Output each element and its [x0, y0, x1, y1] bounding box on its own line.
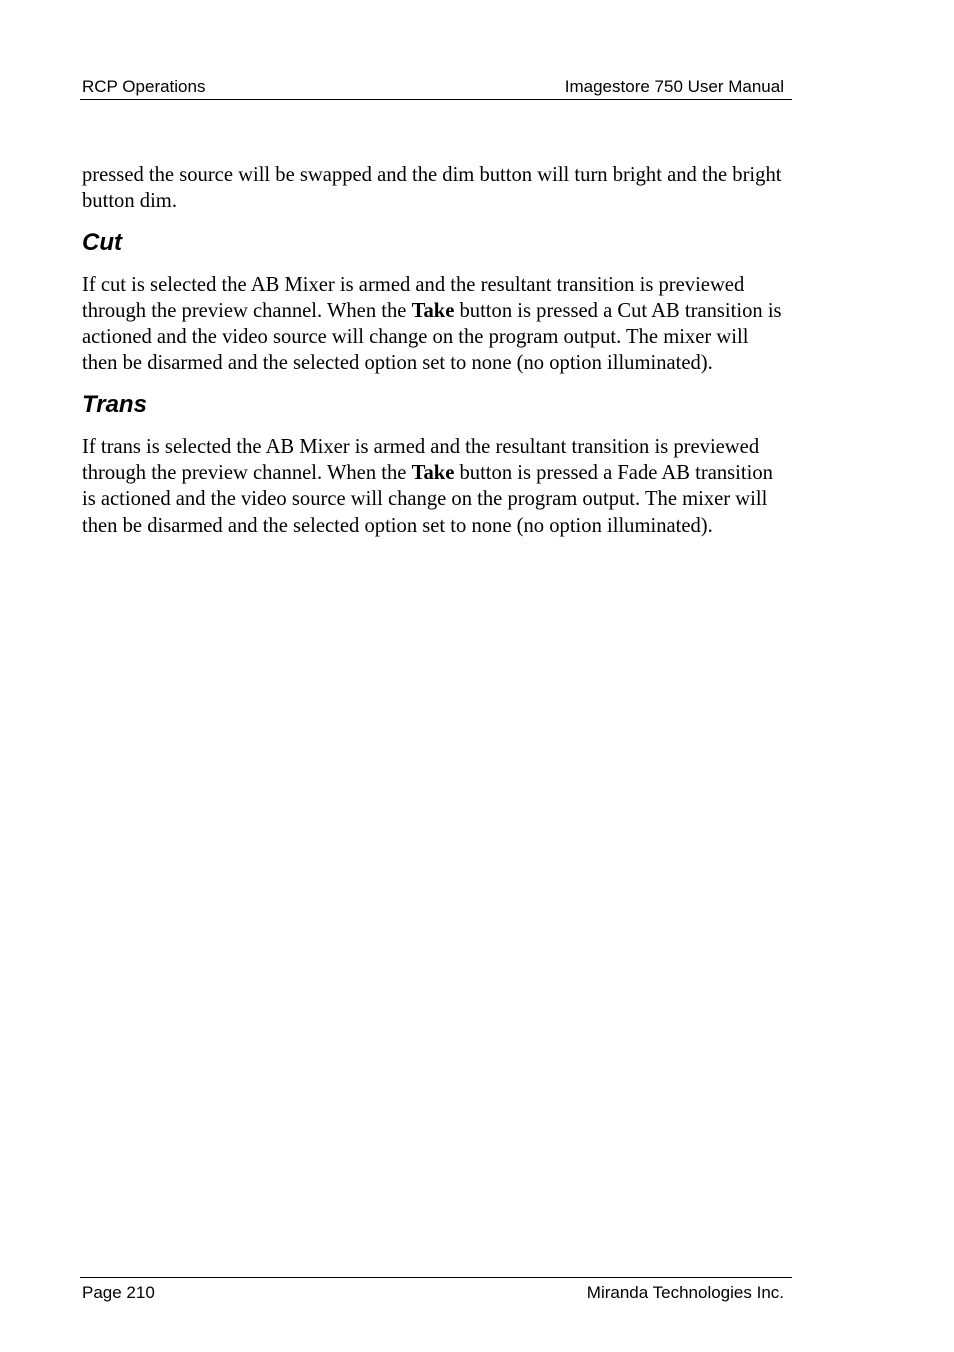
header-section-title: RCP Operations	[82, 77, 206, 96]
cut-text-before: If cut is selected the AB Mixer is armed and the resultant transition is previewed through the preview channel. When the	[82, 273, 745, 322]
header-manual-title: Imagestore 750 User Manual	[564, 77, 784, 96]
footer-company: Miranda Technologies Inc.	[586, 1283, 784, 1302]
trans-text-after: button is pressed a Fade AB transition is actioned and the video source will change on the program output. The mixer will then be disarmed and the selected option set to none (no option illuminated).	[82, 462, 773, 537]
cut-paragraph	[82, 272, 782, 377]
trans-text-before: If trans is selected the AB Mixer is armed and the resultant transition is previewed through the preview channel. When the	[82, 435, 760, 485]
page-content	[82, 162, 782, 539]
page-footer	[80, 1277, 792, 1302]
page-header	[80, 76, 792, 100]
section-heading-trans: Trans	[82, 390, 147, 418]
trans-paragraph	[82, 434, 782, 539]
cut-take-bold: Take	[411, 299, 455, 322]
trans-take-bold: Take	[411, 462, 455, 485]
page-number: Page 210	[82, 1283, 155, 1302]
section-heading-cut: Cut	[82, 228, 122, 256]
intro-paragraph: pressed the source will be swapped and the dim button will turn bright and the bright button dim.	[82, 164, 782, 213]
cut-text-after: button is pressed a Cut AB transition is actioned and the video source will change on the program output. The mixer will then be disarmed and the selected option set to none (no option illuminated).	[82, 299, 782, 375]
